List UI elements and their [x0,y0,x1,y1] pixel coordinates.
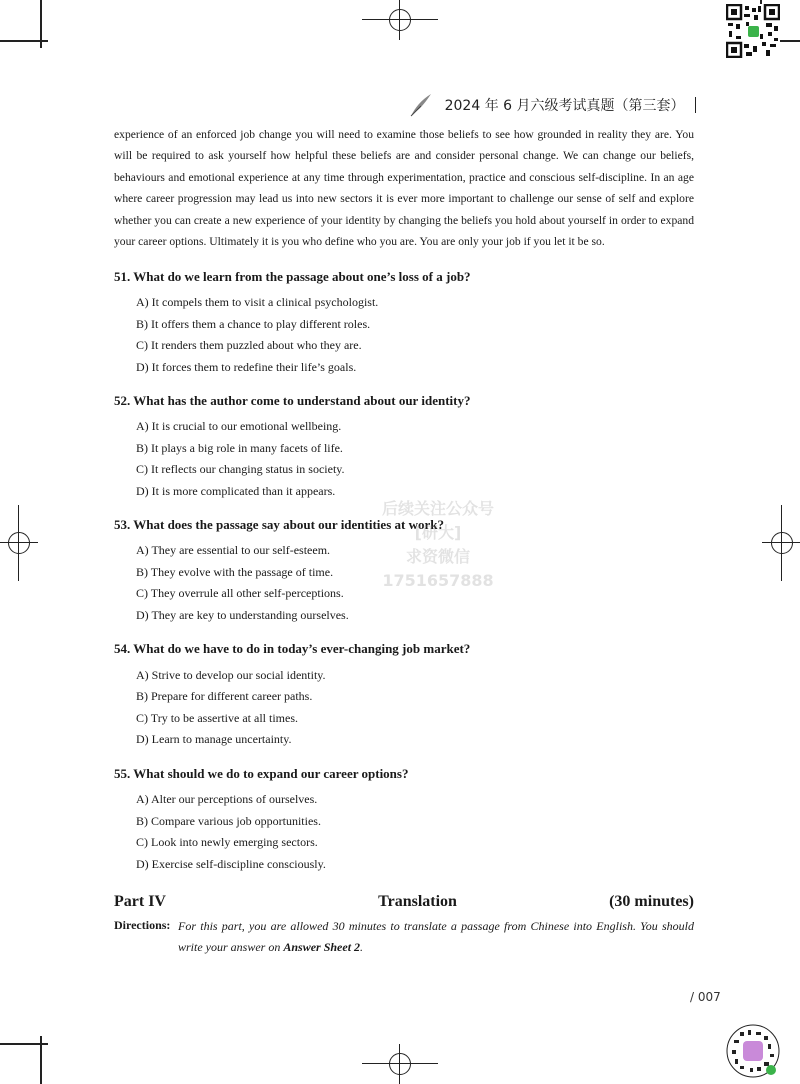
question-title: 54. What do we have to do in today’s ever-changing job market? [114,641,471,656]
page-number: / 007 [690,990,721,1004]
question-title: 52. What has the author come to understand about our identity? [114,393,471,408]
quill-pen-icon [407,92,433,118]
question-option: D) Exercise self-discipline consciously. [136,857,326,871]
question-option: C) Look into newly emerging sectors. [136,835,318,849]
question-option: C) Try to be assertive at all times. [136,711,298,725]
passage-text: experience of an enforced job change you will need to examine those beliefs to see how grounded in reality they are. You will be required to ask yourself how helpful these beliefs are and consider personal change. We can change our beliefs, behaviours and emotional experience at any time through experimentation, practice and conscious self-discipline. In an age where career progression may lead us into new sectors it is ever more important to challenge our sense of self and explore whether you can create a new experience of your identity by changing the beliefs you hold about yourself in order to expand your career options. Ultimately it is you who define who you are. You are only your job if you let it be so. [114,128,694,249]
question-title: 51. What do we learn from the passage about one’s loss of a job? [114,269,471,284]
answer-sheet-label: Answer Sheet 2 [283,940,361,954]
part-time: (30 minutes) [609,893,694,910]
qr-code-icon [726,4,780,58]
question-option: B) Prepare for different career paths. [136,689,313,703]
header-divider [695,97,697,113]
question-option: A) It is crucial to our emotional wellbeing. [136,419,342,433]
part-label: Part IV [114,893,166,910]
question-option: A) They are essential to our self-esteem. [136,543,331,557]
qr-code-icon [726,1024,780,1078]
directions-end: . [360,940,364,954]
question-option: D) They are key to understanding ourselves. [136,608,349,622]
watermark-line: 求资微信1751657888 [382,547,494,590]
question-option: A) It compels them to visit a clinical psychologist. [136,295,379,309]
part-heading [114,893,694,911]
question-option: D) It is more complicated than it appears. [136,484,336,498]
question-title: 53. What does the passage say about our identities at work? [114,517,444,532]
directions-label: Directions: [114,918,171,932]
question-option: A) Alter our perceptions of ourselves. [136,792,318,806]
watermark [372,497,504,593]
part-name: Translation [378,893,457,910]
question-option: C) It reflects our changing status in society. [136,462,345,476]
question-option: C) It renders them puzzled about who they are. [136,338,362,352]
watermark-line: 后续关注公众号[研大] [381,499,494,542]
question-option: B) Compare various job opportunities. [136,814,321,828]
question-option: C) They overrule all other self-perceptions. [136,586,344,600]
question-option: D) Learn to manage uncertainty. [136,732,292,746]
question-option: D) It forces them to redefine their life’s goals. [136,360,357,374]
directions-body: For this part, you are allowed 30 minutes to translate a passage from Chinese into English. You should write your answer on [178,919,694,954]
question-option: A) Strive to develop our social identity. [136,668,326,682]
question-option: B) It offers them a chance to play different roles. [136,317,371,331]
directions-text [178,916,694,958]
header-title: 2024 年 6 月六级考试真题（第三套） [444,98,685,114]
page-header [407,92,696,118]
question-title: 55. What should we do to expand our career options? [114,766,409,781]
question-option: B) It plays a big role in many facets of life. [136,441,343,455]
question-option: B) They evolve with the passage of time. [136,565,334,579]
